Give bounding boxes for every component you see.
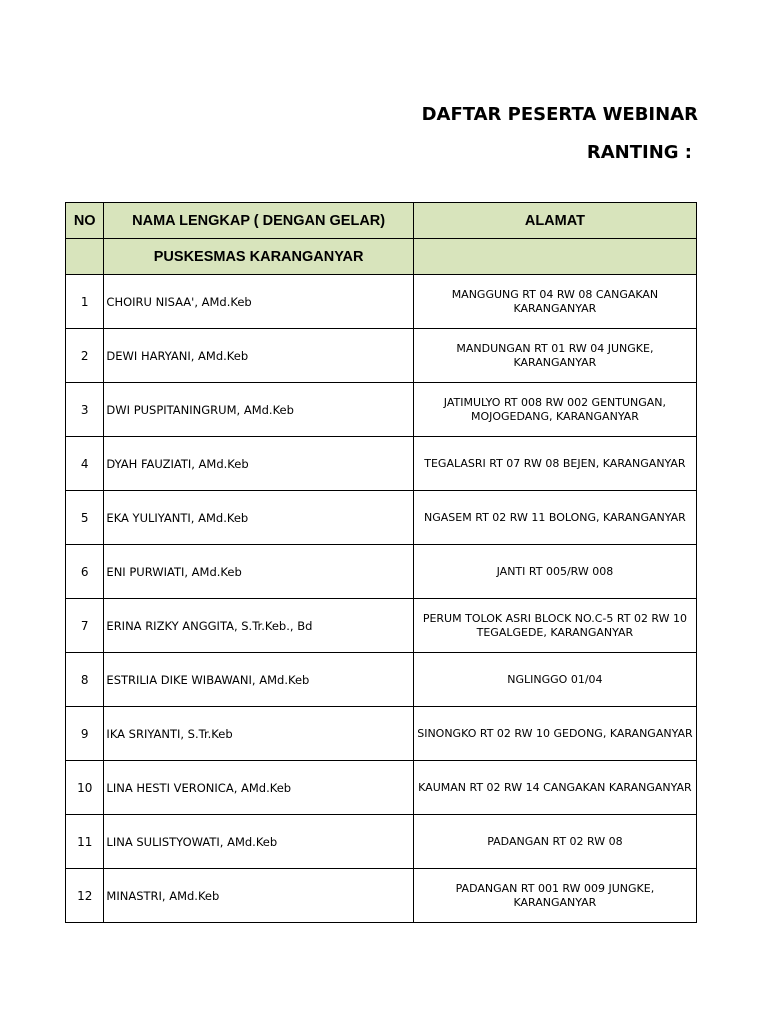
table-row: [66, 329, 697, 383]
table-row: [66, 653, 697, 707]
group-label: PUSKESMAS KARANGANYAR: [104, 239, 413, 275]
participant-name: LINA HESTI VERONICA, AMd.Keb: [104, 761, 413, 815]
row-number: 5: [66, 491, 104, 545]
participant-name: ERINA RIZKY ANGGITA, S.Tr.Keb., Bd: [104, 599, 413, 653]
participant-name: MINASTRI, AMd.Keb: [104, 869, 413, 923]
column-header-name: NAMA LENGKAP ( DENGAN GELAR): [104, 203, 413, 239]
participant-name: DYAH FAUZIATI, AMd.Keb: [104, 437, 413, 491]
participant-address: PADANGAN RT 001 RW 009 JUNGKE, KARANGANYAR: [413, 869, 696, 923]
participant-address: SINONGKO RT 02 RW 10 GEDONG, KARANGANYAR: [413, 707, 696, 761]
participant-address: PADANGAN RT 02 RW 08: [413, 815, 696, 869]
participant-address: TEGALASRI RT 07 RW 08 BEJEN, KARANGANYAR: [413, 437, 696, 491]
participant-address: NGASEM RT 02 RW 11 BOLONG, KARANGANYAR: [413, 491, 696, 545]
participant-name: LINA SULISTYOWATI, AMd.Keb: [104, 815, 413, 869]
row-number: 4: [66, 437, 104, 491]
table-row: [66, 275, 697, 329]
group-row: [66, 239, 697, 275]
participant-name: DWI PUSPITANINGRUM, AMd.Keb: [104, 383, 413, 437]
table-row: [66, 599, 697, 653]
row-number: 8: [66, 653, 104, 707]
participant-name: CHOIRU NISAA', AMd.Keb: [104, 275, 413, 329]
row-number: 10: [66, 761, 104, 815]
document-title: DAFTAR PESERTA WEBINAR: [421, 104, 698, 125]
participant-address: MANGGUNG RT 04 RW 08 CANGAKAN KARANGANYAR: [413, 275, 696, 329]
participant-name: IKA SRIYANTI, S.Tr.Keb: [104, 707, 413, 761]
table-row: [66, 761, 697, 815]
table-row: [66, 815, 697, 869]
participant-address: MANDUNGAN RT 01 RW 04 JUNGKE, KARANGANYAR: [413, 329, 696, 383]
table-row: [66, 437, 697, 491]
row-number: 12: [66, 869, 104, 923]
table-row: [66, 383, 697, 437]
group-address-cell: [413, 239, 696, 275]
participant-address: KAUMAN RT 02 RW 14 CANGAKAN KARANGANYAR: [413, 761, 696, 815]
row-number: 7: [66, 599, 104, 653]
participant-address: NGLINGGO 01/04: [413, 653, 696, 707]
row-number: 6: [66, 545, 104, 599]
table-row: [66, 545, 697, 599]
table-row: [66, 869, 697, 923]
participant-address: JATIMULYO RT 008 RW 002 GENTUNGAN, MOJOGEDANG, KARANGANYAR: [413, 383, 696, 437]
participant-name: ESTRILIA DIKE WIBAWANI, AMd.Keb: [104, 653, 413, 707]
column-header-no: NO: [66, 203, 104, 239]
row-number: 2: [66, 329, 104, 383]
participant-address: JANTI RT 005/RW 008: [413, 545, 696, 599]
table-header-row: [66, 203, 697, 239]
table-row: [66, 491, 697, 545]
participant-name: ENI PURWIATI, AMd.Keb: [104, 545, 413, 599]
row-number: 11: [66, 815, 104, 869]
participant-name: EKA YULIYANTI, AMd.Keb: [104, 491, 413, 545]
participant-table: [65, 202, 697, 923]
row-number: 3: [66, 383, 104, 437]
table-row: [66, 707, 697, 761]
table-body: [66, 275, 697, 923]
row-number: 1: [66, 275, 104, 329]
participant-address: PERUM TOLOK ASRI BLOCK NO.C-5 RT 02 RW 10 TEGALGEDE, KARANGANYAR: [413, 599, 696, 653]
group-no-cell: [66, 239, 104, 275]
column-header-address: ALAMAT: [413, 203, 696, 239]
participant-name: DEWI HARYANI, AMd.Keb: [104, 329, 413, 383]
row-number: 9: [66, 707, 104, 761]
ranting-label: RANTING :: [586, 142, 692, 163]
